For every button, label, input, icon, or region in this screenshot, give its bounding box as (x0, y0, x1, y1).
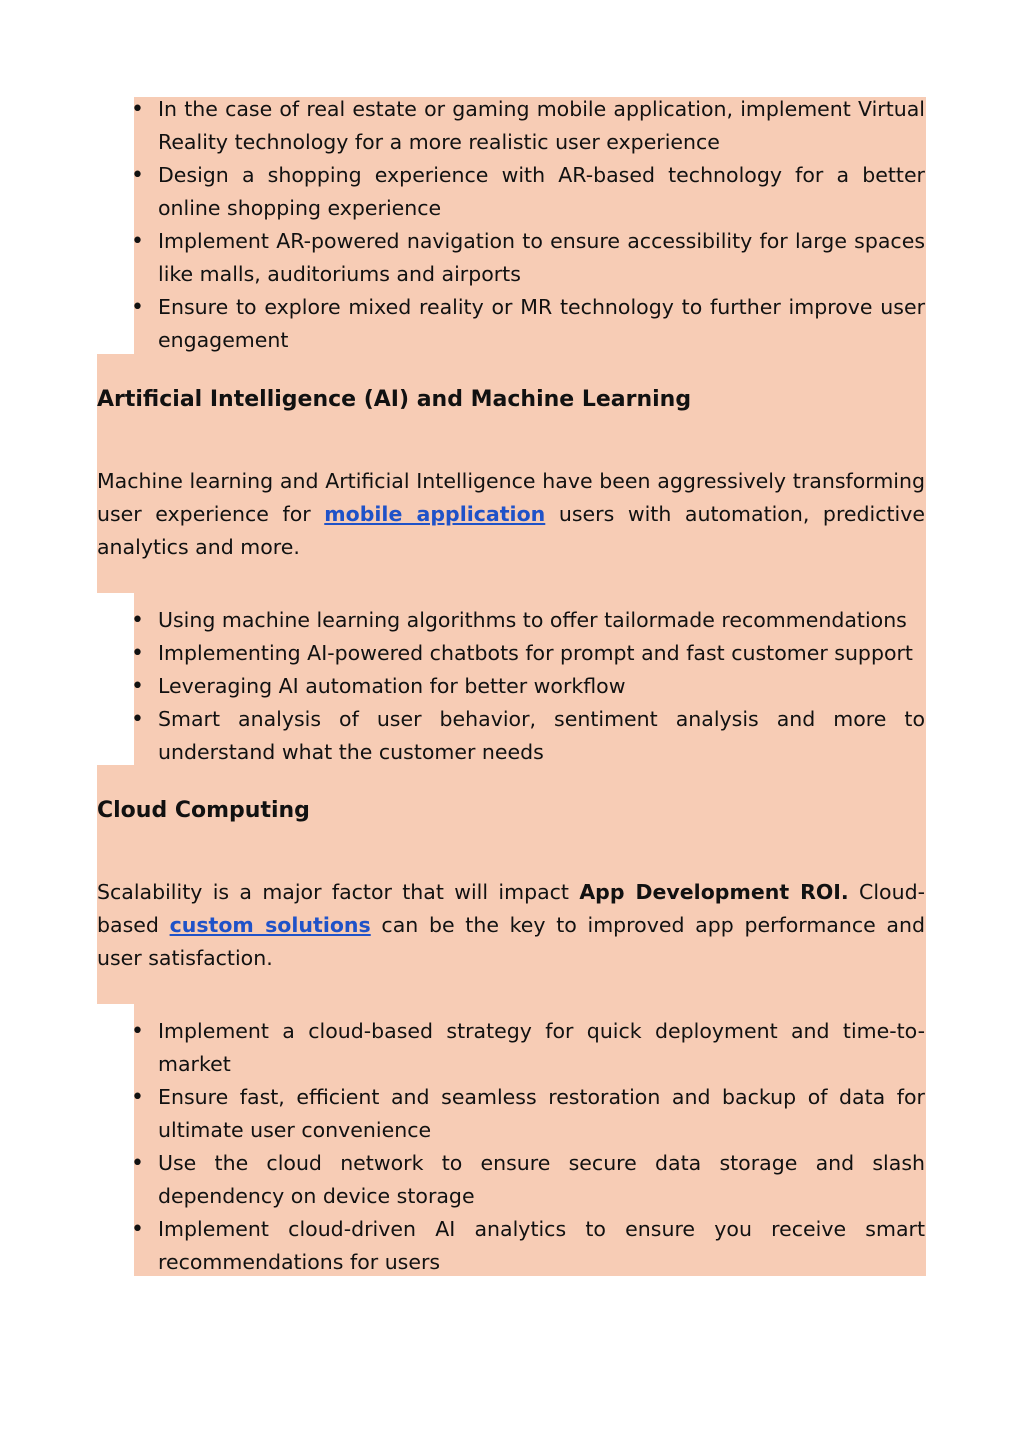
cloud-para-text-3: can be the key to improved app performance and user satisfaction. (97, 913, 926, 970)
cloud-para-text-2: Cloud-based (97, 880, 925, 937)
list-item: • Leveraging AI automation for better workflow (158, 670, 925, 703)
list-item: • Implement AR-powered navigation to ensure accessibility for large spaces like malls, auditoriums and airports (158, 225, 925, 291)
cloud-para-text-1: Scalability is a major factor that will impact (97, 880, 580, 904)
list-item: • Smart analysis of user behavior, sentiment analysis and more to understand what the customer needs (158, 703, 925, 769)
ai-para-text-2: users with automation, predictive analytics and more. (97, 502, 925, 559)
ai-section-heading: Artificial Intelligence (AI) and Machine Learning (97, 387, 692, 412)
ai-bullet-list (158, 604, 925, 769)
ai-para-text-1: Machine learning and Artificial Intelligence have been aggressively transforming user experience for (97, 469, 925, 526)
list-item: • In the case of real estate or gaming mobile application, implement Virtual Reality technology for a more realistic user experience (158, 93, 925, 159)
app-development-roi-bold: App Development ROI. (579, 880, 849, 904)
ai-section-paragraph (97, 465, 925, 564)
list-item: • Design a shopping experience with AR-based technology for a better online shopping experience (158, 159, 925, 225)
list-item: • Using machine learning algorithms to offer tailormade recommendations (158, 604, 925, 637)
custom-solutions-link[interactable]: custom solutions (169, 913, 371, 937)
cloud-section-paragraph (97, 876, 925, 975)
mobile-application-link[interactable]: mobile application (324, 502, 546, 526)
list-item: • Ensure to explore mixed reality or MR technology to further improve user engagement (158, 291, 925, 357)
cloud-section-heading: Cloud Computing (97, 798, 310, 823)
list-item: • Implement a cloud-based strategy for quick deployment and time-to-market (158, 1015, 925, 1081)
list-item: • Ensure fast, efficient and seamless restoration and backup of data for ultimate user convenience (158, 1081, 925, 1147)
list-item: • Implementing AI-powered chatbots for prompt and fast customer support (158, 637, 925, 670)
list-item: • Implement cloud-driven AI analytics to ensure you receive smart recommendations for users (158, 1213, 925, 1279)
cloud-bullet-list (158, 1015, 925, 1279)
vr-ar-bullet-list (158, 93, 925, 357)
list-item: • Use the cloud network to ensure secure data storage and slash dependency on device storage (158, 1147, 925, 1213)
